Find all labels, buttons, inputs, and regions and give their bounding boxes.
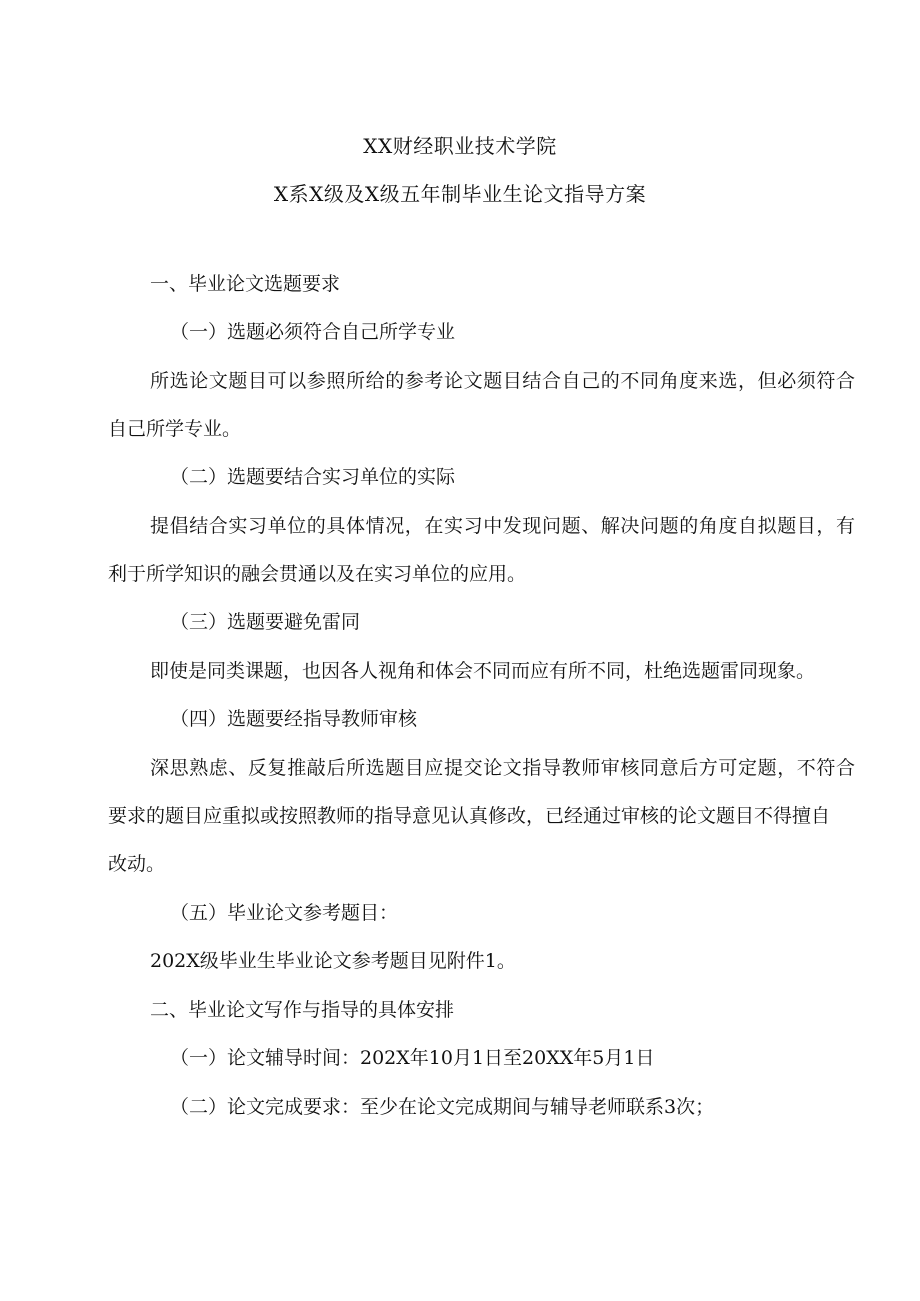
subsection-heading-2-1: （一）论文辅导时间：202X年10月1日至20XX年5月1日 (170, 1047, 655, 1069)
document-title: X系X级及X级五年制毕业生论文指导方案 (273, 182, 647, 206)
section-heading-2: 二、毕业论文写作与指导的具体安排 (150, 999, 455, 1021)
subsection-heading-1-1: （一）选题必须符合自己所学专业 (170, 321, 456, 343)
paragraph-line: 深思熟虑、反复推敲后所选题目应提交论文指导教师审核同意后方可定题，不符合 (150, 757, 856, 779)
paragraph-line: 改动。 (108, 853, 166, 875)
paragraph-line: 即使是同类课题，也因各人视角和体会不同而应有所不同，杜绝选题雷同现象。 (150, 660, 816, 682)
subsection-heading-1-5: （五）毕业论文参考题目： (170, 902, 399, 924)
paragraph-line: 利于所学知识的融会贯通以及在实习单位的应用。 (108, 563, 527, 585)
subsection-heading-1-2: （二）选题要结合实习单位的实际 (170, 466, 456, 488)
section-heading-1: 一、毕业论文选题要求 (150, 273, 341, 295)
subsection-heading-1-4: （四）选题要经指导教师审核 (170, 708, 418, 730)
school-title: XX财经职业技术学院 (363, 134, 557, 158)
paragraph-line: 要求的题目应重拟或按照教师的指导意见认真修改，已经通过审核的论文题目不得擅自 (108, 805, 831, 827)
paragraph-line: 提倡结合实习单位的具体情况，在实习中发现问题、解决问题的角度自拟题目，有 (150, 515, 856, 537)
paragraph-line: 所选论文题目可以参照所给的参考论文题目结合自己的不同角度来选，但必须符合 (150, 370, 856, 392)
subsection-heading-2-2: （二）论文完成要求：至少在论文完成期间与辅导老师联系3次； (170, 1096, 715, 1118)
paragraph-line: 自己所学专业。 (108, 418, 242, 440)
subsection-heading-1-3: （三）选题要避免雷同 (170, 611, 361, 633)
paragraph-line: 202X级毕业生毕业论文参考题目见附件1。 (150, 950, 516, 972)
